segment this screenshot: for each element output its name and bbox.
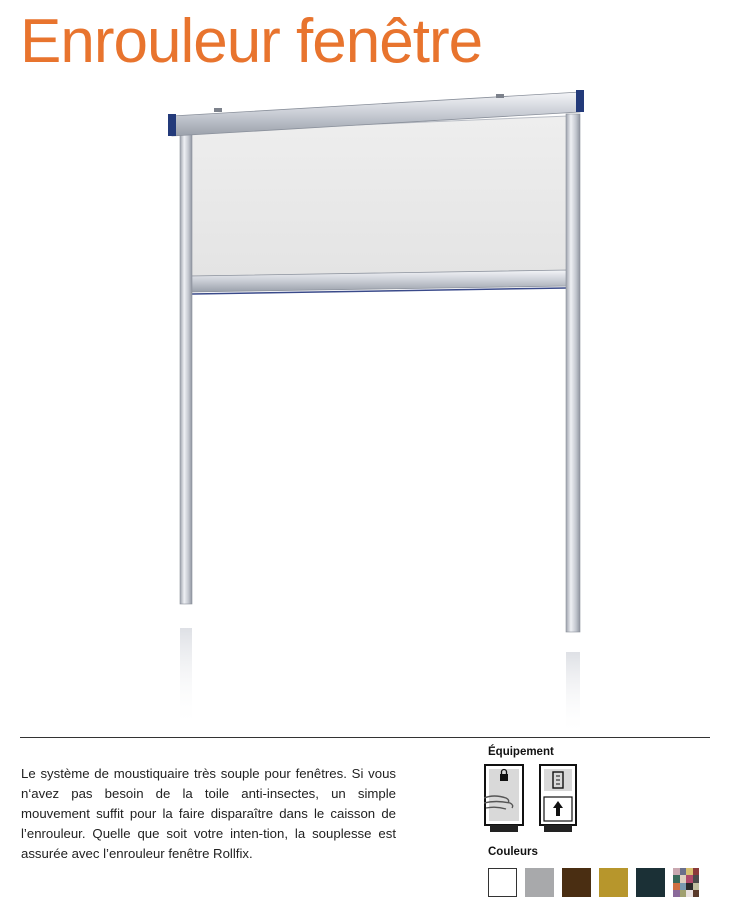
section-divider [20, 737, 710, 738]
color-swatch-gold [599, 868, 628, 897]
colors-label: Couleurs [488, 846, 538, 858]
window-roller-screen-image [140, 80, 620, 740]
color-swatch-dark-green [636, 868, 665, 897]
product-description: Le système de moustiquaire très souple pour fenêtres. Si vous n‘avez pas besoin de la toile anti-insectes, un simple mouvement suffit pour la faire disparaître dans le caisson de l’enrouleur. Quelle que soit votre inten-tion, la souplesse est assurée avec l’enrouleur fenêtre Rollfix. [21, 766, 396, 861]
equipment-label: Équipement [488, 746, 554, 758]
color-swatch-silver [525, 868, 554, 897]
color-swatch-white [488, 868, 517, 897]
page-title: Enrouleur fenêtre [20, 7, 483, 76]
color-swatch-brown [562, 868, 591, 897]
color-swatch-multicolor [673, 868, 699, 897]
color-swatches [488, 868, 699, 897]
lock-wind-icon [484, 764, 524, 834]
roller-arrow-up-icon [539, 764, 577, 834]
